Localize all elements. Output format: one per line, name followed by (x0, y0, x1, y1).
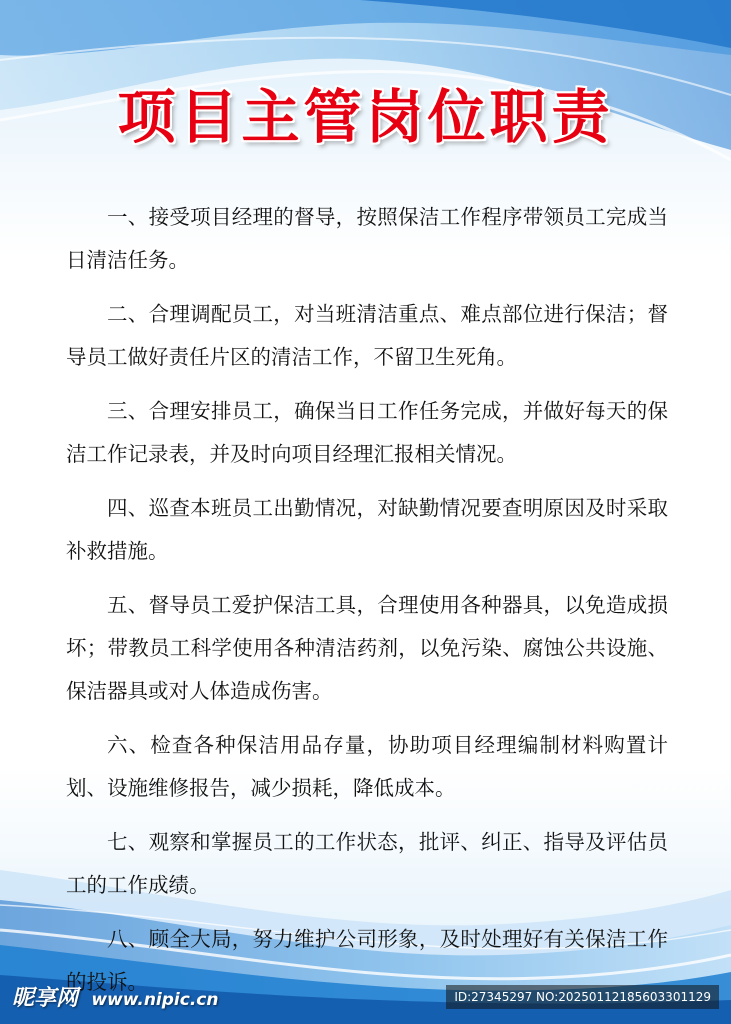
watermark-id: ID:27345297 NO:20250112185603301129 (446, 985, 719, 1009)
duty-item-6: 六、检查各种保洁用品存量，协助项目经理编制材料购置计划、设施维修报告，减少损耗，降低成本。 (66, 733, 668, 800)
duty-item-1: 一、接受项目经理的督导，按照保洁工作程序带领员工完成当日清洁任务。 (66, 205, 668, 272)
duty-item-4: 四、巡查本班员工出勤情况，对缺勤情况要查明原因及时采取补救措施。 (66, 496, 668, 563)
watermark-logo (12, 983, 218, 1013)
watermark-logo-text: 昵享网 (12, 986, 79, 1011)
duty-item-8: 八、顾全大局，努力维护公司形象，及时处理好有关保洁工作的投诉。 (66, 927, 668, 994)
duty-item-7: 七、观察和掌握员工的工作状态，批评、纠正、指导及评估员工的工作成绩。 (66, 830, 668, 897)
duty-item-3: 三、合理安排员工，确保当日工作任务完成，并做好每天的保洁工作记录表，并及时向项目经理汇报相关情况。 (66, 399, 668, 466)
duty-item-5: 五、督导员工爱护保洁工具，合理使用各种器具，以免造成损坏；带教员工科学使用各种清洁药剂，以免污染、腐蚀公共设施、保洁器具或对人体造成伤害。 (66, 593, 668, 703)
poster-title: 项目主管岗位职责 (117, 83, 614, 151)
duty-item-2: 二、合理调配员工，对当班清洁重点、难点部位进行保洁；督导员工做好责任片区的清洁工作，不留卫生死角。 (66, 302, 668, 369)
watermark-url: www.nipic.cn (91, 990, 219, 1010)
duty-list (66, 196, 668, 1015)
